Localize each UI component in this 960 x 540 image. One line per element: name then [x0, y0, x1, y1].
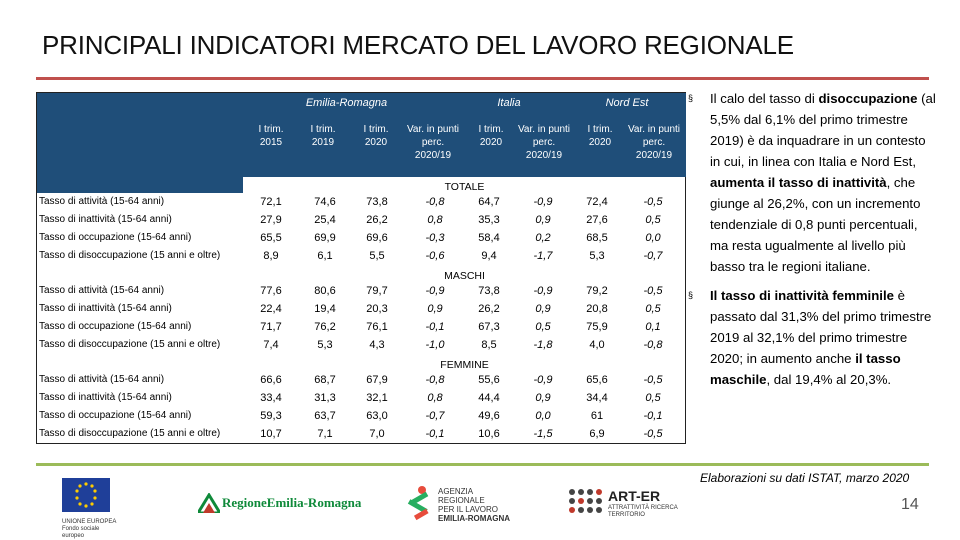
table-cell: 26,2 — [478, 303, 500, 315]
table-cell: 34,4 — [586, 392, 608, 404]
row-label: Tasso di inattività (15-64 anni) — [39, 214, 172, 225]
group-header-italia: Italia — [497, 97, 521, 109]
table-cell: 26,2 — [366, 214, 388, 226]
table-cell: 58,4 — [478, 232, 500, 244]
table-cell: -0,7 — [643, 250, 663, 262]
art-er-emblem-icon — [566, 486, 606, 520]
source-note: Elaborazioni su dati ISTAT, marzo 2020 — [700, 471, 910, 485]
table-cell: 10,6 — [478, 428, 500, 440]
table-cell: 71,7 — [260, 321, 282, 333]
table-cell: 69,9 — [314, 232, 336, 244]
table-cell: 76,2 — [314, 321, 336, 333]
table-cell: 63,7 — [314, 410, 336, 422]
table-cell: 6,9 — [589, 428, 605, 440]
table-cell: -0,9 — [533, 285, 553, 297]
bullet-emphasis: il tasso maschile — [710, 351, 901, 387]
table-column-header — [243, 93, 686, 177]
bullet-marker: § — [688, 290, 694, 300]
row-label: Tasso di disoccupazione (15 anni e oltre) — [39, 250, 221, 261]
table-cell: -0,6 — [425, 250, 445, 262]
row-label: Tasso di attività (15-64 anni) — [39, 374, 165, 385]
table-cell: 5,5 — [369, 250, 385, 262]
table-cell: 10,7 — [260, 428, 282, 440]
table-cell: 4,0 — [589, 339, 605, 351]
row-label: Tasso di inattività (15-64 anni) — [39, 303, 172, 314]
table-cell: 25,4 — [314, 214, 336, 226]
table-row — [37, 336, 686, 354]
bullet-emphasis: aumenta il tasso di inattività — [710, 175, 887, 190]
row-label: Tasso di occupazione (15-64 anni) — [39, 410, 192, 421]
eu-caption-1: UNIONE EUROPEA — [62, 519, 117, 525]
table-cell: 20,3 — [366, 303, 388, 315]
table-cell: 65,5 — [260, 232, 282, 244]
table-cell: 79,2 — [586, 285, 608, 297]
table-cell: -0,5 — [643, 374, 663, 386]
table-cell: 0,9 — [535, 303, 551, 315]
table-row — [37, 211, 686, 229]
table-row — [37, 282, 686, 300]
table-row — [37, 389, 686, 407]
table-cell: 31,3 — [314, 392, 336, 404]
table-cell: -0,5 — [643, 285, 663, 297]
indicators-table — [36, 92, 686, 444]
table-cell: -0,1 — [425, 428, 445, 440]
table-cell: -0,1 — [425, 321, 445, 333]
bullet-emphasis: disoccupazione — [818, 91, 918, 106]
col-header-ne-var: Var. in punti perc. 2020/19 — [627, 124, 681, 161]
table-cell: 0,5 — [645, 303, 661, 315]
row-label: Tasso di disoccupazione (15 anni e oltre) — [39, 339, 221, 350]
table-cell: -0,7 — [425, 410, 445, 422]
footer-divider — [36, 463, 929, 466]
title-divider — [36, 77, 929, 80]
art-er-name: ART-ER — [608, 488, 661, 504]
col-header-er-2019: I trim. 2019 — [310, 124, 336, 148]
table-cell: 66,6 — [260, 374, 282, 386]
table-cell: 0,9 — [535, 214, 551, 226]
bullet-inattivita-femminile — [688, 285, 938, 390]
table-cell: 61 — [590, 410, 604, 422]
slide-title: PRINCIPALI INDICATORI MERCATO DEL LAVORO REGIONALE — [42, 30, 794, 60]
table-cell: -0,9 — [533, 196, 553, 208]
table-cell: 68,7 — [314, 374, 336, 386]
bullet-text: , dal 19,4% al 20,3%. — [766, 372, 892, 387]
table-cell: 27,9 — [260, 214, 282, 226]
art-er-logo — [566, 486, 686, 522]
table-cell: 0,1 — [645, 321, 661, 333]
col-header-it-2020: I trim. 2020 — [478, 124, 504, 148]
table-cell: 33,4 — [260, 392, 282, 404]
commentary-bullets — [688, 88, 938, 398]
row-label: Tasso di occupazione (15-64 anni) — [39, 321, 192, 332]
table-row — [37, 407, 686, 425]
table-cell: 75,9 — [586, 321, 608, 333]
eu-logo — [62, 478, 118, 540]
col-header-it-var: Var. in punti perc. 2020/19 — [517, 124, 571, 161]
table-cell: 80,6 — [314, 285, 336, 297]
table-cell: 0,5 — [535, 321, 551, 333]
table-cell: -0,1 — [643, 410, 663, 422]
regione-logo — [198, 493, 362, 515]
table-cell: -0,5 — [643, 196, 663, 208]
table-cell: -0,8 — [643, 339, 663, 351]
bullet-text: (al 5,5% dal 6,1% del primo trimestre 2019) è da inquadrare in un contesto in cui, in linea con Italia e Nord Est, — [710, 91, 936, 169]
eu-flag-icon — [62, 478, 110, 512]
section-header: TOTALE — [444, 181, 485, 193]
table-cell: 67,9 — [366, 374, 388, 386]
table-row — [37, 371, 686, 389]
section-header: MASCHI — [444, 270, 485, 282]
table-cell: 0,9 — [427, 303, 443, 315]
table-cell: 5,3 — [317, 339, 333, 351]
table-cell: 0,0 — [535, 410, 551, 422]
table-row — [37, 318, 686, 336]
table-cell: 74,6 — [314, 196, 336, 208]
regione-emblem-icon — [198, 493, 220, 513]
table-cell: 6,1 — [317, 250, 333, 262]
table-cell: 0,9 — [535, 392, 551, 404]
table-cell: 35,3 — [478, 214, 500, 226]
table-cell: 8,5 — [481, 339, 497, 351]
table-cell: 7,0 — [369, 428, 385, 440]
table-cell: 0,8 — [427, 392, 443, 404]
bullet-text: , che giunge al 26,2%, con un incremento tendenziale di 0,8 punti percentuali, ma resta ugualmente al livello più basso tra le regioni italiane. — [710, 175, 921, 274]
table-cell: 32,1 — [366, 392, 388, 404]
table-cell: 72,4 — [586, 196, 608, 208]
table-cell: 55,6 — [478, 374, 500, 386]
row-label: Tasso di attività (15-64 anni) — [39, 196, 165, 207]
table-cell: -0,8 — [425, 196, 445, 208]
agenzia-lavoro-logo — [402, 484, 512, 524]
table-row — [37, 247, 686, 265]
bullet-emphasis: Il tasso di inattività femminile — [710, 288, 894, 303]
bullet-disoccupazione — [688, 88, 938, 277]
regione-name: RegioneEmilia-Romagna — [222, 495, 362, 510]
table-cell: 22,4 — [260, 303, 282, 315]
table-cell: -0,9 — [425, 285, 445, 297]
table-cell: -0,3 — [425, 232, 445, 244]
group-header-emilia-romagna: Emilia-Romagna — [305, 97, 388, 109]
agenzia-text-3: PER IL LAVORO — [438, 505, 499, 514]
table-cell: 49,6 — [478, 410, 500, 422]
art-er-text-2: TERRITORIO — [608, 512, 645, 518]
table-cell: -1,0 — [425, 339, 445, 351]
table-cell: 77,6 — [260, 285, 282, 297]
col-header-er-2020: I trim. 2020 — [363, 124, 389, 148]
group-header-nord-est: Nord Est — [605, 97, 649, 109]
table-cell: 72,1 — [260, 196, 282, 208]
bullet-marker: § — [688, 93, 694, 103]
row-label: Tasso di attività (15-64 anni) — [39, 285, 165, 296]
table-row — [37, 229, 686, 247]
table-cell: -1,7 — [533, 250, 553, 262]
section-header: FEMMINE — [440, 359, 489, 371]
table-cell: 19,4 — [314, 303, 336, 315]
col-header-er-var: Var. in punti perc. 2020/19 — [406, 124, 460, 161]
table-cell: 20,8 — [586, 303, 608, 315]
table-label-header — [37, 93, 243, 193]
table-cell: 0,5 — [645, 214, 661, 226]
art-er-text-1: ATTRATTIVITÀ RICERCA — [608, 505, 678, 511]
table-cell: 7,4 — [263, 339, 279, 351]
table-cell: 44,4 — [478, 392, 500, 404]
table-cell: 79,7 — [366, 285, 388, 297]
table-cell: 59,3 — [260, 410, 282, 422]
table-cell: -1,5 — [533, 428, 553, 440]
agenzia-emblem-icon — [402, 484, 436, 522]
bullet-text: è passato dal 31,3% del primo trimestre 2019 al 32,1% del primo trimestre 2020; in aumento anche — [710, 288, 932, 366]
table-cell: 69,6 — [366, 232, 388, 244]
row-label: Tasso di inattività (15-64 anni) — [39, 392, 172, 403]
table-cell: -1,8 — [533, 339, 553, 351]
table-cell: 65,6 — [586, 374, 608, 386]
table-cell: -0,8 — [425, 374, 445, 386]
agenzia-text-1: AGENZIA — [438, 487, 474, 496]
agenzia-text-2: REGIONALE — [438, 496, 485, 505]
table-row — [37, 425, 686, 443]
row-label: Tasso di occupazione (15-64 anni) — [39, 232, 192, 243]
table-cell: 73,8 — [366, 196, 388, 208]
table-cell: 5,3 — [589, 250, 605, 262]
table-cell: 76,1 — [366, 321, 388, 333]
table-cell: 7,1 — [317, 428, 333, 440]
table-cell: 4,3 — [369, 339, 385, 351]
table-row — [37, 300, 686, 318]
page-number: 14 — [901, 496, 919, 513]
table-cell: 0,2 — [535, 232, 551, 244]
table-cell: 9,4 — [481, 250, 497, 262]
table-cell: 68,5 — [586, 232, 608, 244]
table-cell: 0,5 — [645, 392, 661, 404]
eu-caption-2: Fondo sociale europeo — [62, 526, 100, 539]
table-cell: 27,6 — [586, 214, 608, 226]
table-cell: 67,3 — [478, 321, 500, 333]
col-header-ne-2020: I trim. 2020 — [587, 124, 613, 148]
table-row — [37, 193, 686, 211]
table-cell: 73,8 — [478, 285, 500, 297]
table-cell: 8,9 — [263, 250, 279, 262]
col-header-er-2015: I trim. 2015 — [258, 124, 284, 148]
table-cell: 0,8 — [427, 214, 443, 226]
table-cell: 63,0 — [366, 410, 388, 422]
table-cell: 0,0 — [645, 232, 661, 244]
row-label: Tasso di disoccupazione (15 anni e oltre) — [39, 428, 221, 439]
bullet-text: Il calo del tasso di — [710, 91, 819, 106]
table-cell: 64,7 — [478, 196, 500, 208]
table-cell: -0,5 — [643, 428, 663, 440]
agenzia-text-4: EMILIA-ROMAGNA — [438, 514, 510, 523]
table-cell: -0,9 — [533, 374, 553, 386]
